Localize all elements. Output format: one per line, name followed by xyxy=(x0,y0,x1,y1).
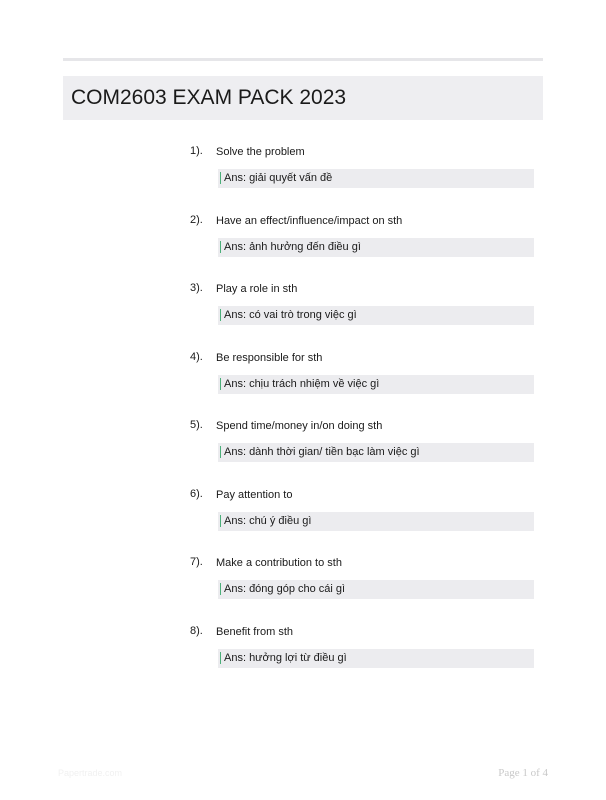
answer-box xyxy=(218,649,534,668)
answer-box xyxy=(218,169,534,188)
answer-box xyxy=(218,443,534,462)
qa-item xyxy=(188,622,538,691)
answer-box xyxy=(218,580,534,599)
answer-text: Ans: hưởng lợi từ điều gì xyxy=(224,651,347,664)
question-number: 3). xyxy=(190,282,203,294)
qa-item xyxy=(188,485,538,554)
qa-item xyxy=(188,279,538,348)
answer-marker xyxy=(220,309,221,321)
question-number: 2). xyxy=(190,213,203,226)
question-text: Have an effect/influence/impact on sth xyxy=(216,214,403,227)
answer-marker xyxy=(220,241,221,253)
answer-text: Ans: chú ý điều gì xyxy=(224,514,312,527)
qa-item xyxy=(188,416,538,485)
qa-item xyxy=(188,142,538,211)
question-number: 4). xyxy=(190,350,203,363)
answer-marker xyxy=(220,652,221,664)
question-text: Benefit from sth xyxy=(216,625,294,638)
question-text: Be responsible for sth xyxy=(216,351,323,364)
answer-text: Ans: chịu trách nhiệm về việc gì xyxy=(224,377,380,390)
page-indicator: Page 1 of 4 xyxy=(498,767,548,779)
question-number: 7). xyxy=(190,556,203,568)
qa-list xyxy=(188,142,538,690)
question-text: Make a contribution to sth xyxy=(216,557,342,569)
title-banner xyxy=(63,76,543,120)
answer-text: Ans: đóng góp cho cái gì xyxy=(224,583,346,595)
answer-marker xyxy=(220,446,221,458)
question-number: 1). xyxy=(190,145,203,157)
qa-item xyxy=(188,348,538,417)
question-text: Play a role in sth xyxy=(216,283,298,295)
question-text: Spend time/money in/on doing sth xyxy=(216,420,383,432)
top-divider xyxy=(63,58,543,61)
answer-box xyxy=(218,306,534,325)
answer-marker xyxy=(220,172,221,184)
answer-box xyxy=(218,375,534,394)
watermark-text: Papertrade.com xyxy=(58,768,123,778)
answer-text: Ans: ảnh hưởng đến điều gì xyxy=(224,240,361,253)
answer-marker xyxy=(220,583,221,595)
qa-item xyxy=(188,553,538,622)
answer-marker xyxy=(220,378,221,390)
qa-item xyxy=(188,211,538,280)
answer-box xyxy=(218,238,534,257)
question-number: 5). xyxy=(190,419,203,431)
question-text: Pay attention to xyxy=(216,488,293,501)
question-text: Solve the problem xyxy=(216,146,305,158)
answer-text: Ans: giải quyết vấn đề xyxy=(224,172,333,184)
answer-marker xyxy=(220,515,221,527)
question-number: 8). xyxy=(190,624,203,637)
question-number: 6). xyxy=(190,487,203,500)
answer-text: Ans: có vai trò trong việc gì xyxy=(224,309,357,321)
answer-box xyxy=(218,512,534,531)
answer-text: Ans: dành thời gian/ tiền bạc làm việc gì xyxy=(224,446,420,458)
page-title: COM2603 EXAM PACK 2023 xyxy=(71,86,347,109)
